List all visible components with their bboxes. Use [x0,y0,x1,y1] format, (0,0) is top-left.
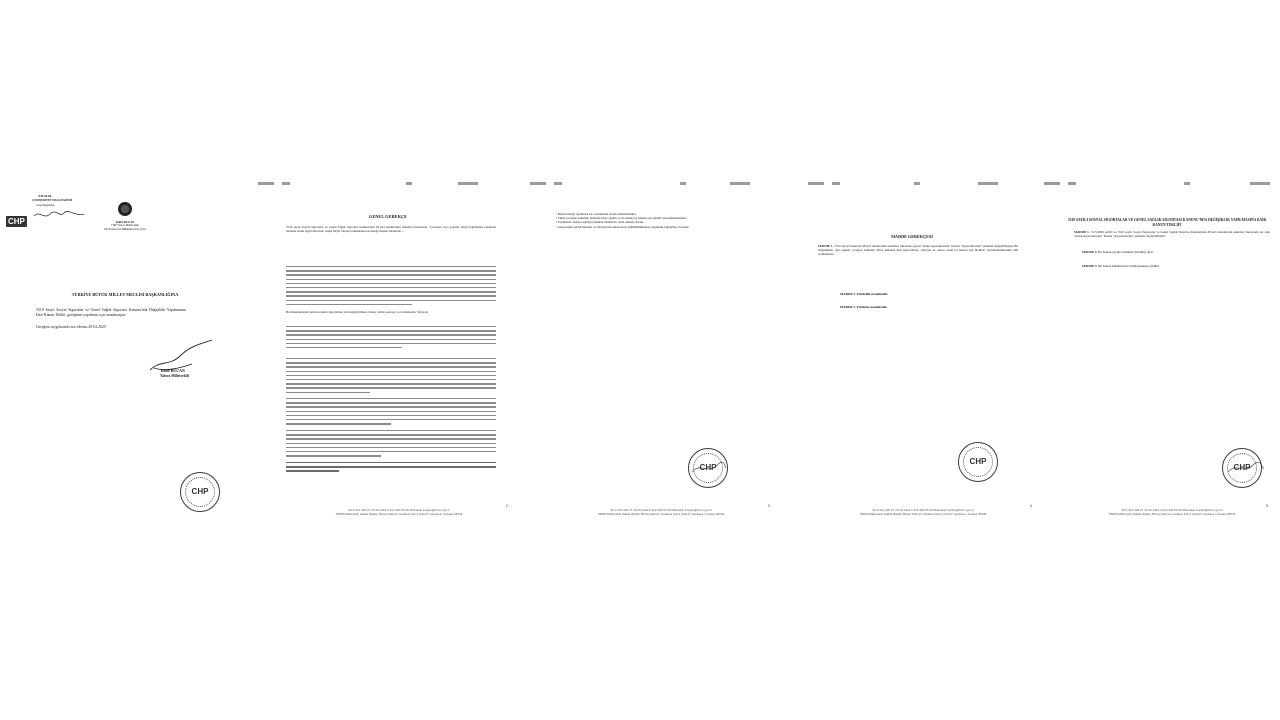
stamp-line: CUMHURİYET HALK PARTİSİ [32,199,73,202]
article-1 [1074,230,1270,238]
article-text: 5510 sayılı Kanun'un 28 inci maddesinin sekizinci fıkrasında geçen "kadın sigortalılardan" ibaresi "sigortalılardan" şeklinde değiştirilmiştir. Bu değişiklikle, ağır engelli çocuğun bakımını fiilen üstlenen tüm sigortalılara, cinsiyeti ne olursa olsun bu haktan eşit biçimde yararlanabilmesinin önü açılmaktadır. [818,244,1019,257]
header-marks [258,182,520,188]
stamp-signature-scribble [32,208,92,222]
bullet-text: Bakım emeği toplumsal bir sorumluluk olarak tanınmamakta, [557,212,637,216]
seal-mark: CHP [969,457,987,466]
page-footer [308,508,490,516]
body-text-block [286,430,496,459]
sender-name: Tekin BUCAN [115,220,135,224]
bill-heading: 5510 SAYILI SOSYAL SİGORTALAR VE GENEL SAĞLIK SİGORTASI KANUNU'NDA DEĞİŞİKLİK YAPILMASINA DAİR KANUN TEKLİFİ [1067,218,1267,227]
section-heading: GENEL GEREKÇE [368,214,408,219]
article-3-rationale: MADDE 3-Yürütme maddesidir. [840,305,888,309]
body-text-block [286,266,496,308]
page-cover-letter [0,188,258,530]
page-number: 5 [1265,503,1268,508]
footer-address: TBMM Milletvekili Halkla İlişkiler Binası Dikmen Caddesi Kat:3 Oda:27 Çankaya / Ankara 06543 [335,512,463,516]
party-seal [180,472,220,512]
page-footer [1084,508,1260,516]
bullet-item: • Bakım emeği toplumsal bir sorumluluk olarak tanınmamakta, [556,212,637,216]
page-number: 2 [505,503,508,508]
seal-signature-scribble [1226,460,1266,480]
page-footer [832,508,1014,516]
article-text: Bu Kanun hükümlerini Cumhurbaşkanı yürütür. [1098,264,1160,268]
page-general-rationale [258,180,520,522]
sender-subtitle: KEİ Komisyonu Hükümetlerarası Üyesi [104,228,146,231]
footer-contact: Tel:0 312 420 27 15-16 Faks:0 312 420 69 40 Mail:tekin.bucan@tbmm.gov.tr [610,508,712,512]
body-text-block [286,462,496,475]
section-heading: MADDE GEREKÇESİ [891,234,933,239]
seal-mark: CHP [1233,463,1251,472]
signer-name: Tekin BUCAN [160,368,185,373]
letter-closing: Gereğini saygılarımla arz ederim.29.04.2025 [36,325,106,329]
article-text: 31/5/2006 tarihli ve 5510 sayılı Sosyal Sigortalar ve Genel Sağlık Sigortası Kanunu'nun 28 inci maddesinin sekizinci fıkrasında yer alan "kadın sigortalılardan" ibaresi "sigortalılardan" şeklinde değiştirilmiştir. [1074,230,1271,239]
page-bill-text [1044,180,1280,522]
page-footer [570,508,752,516]
bullet-text: Fiilen çocuğun bakımını üstlenen birey (kadın ya da erkek) bu haktan eşit şekilde yararlanamamakta, [557,216,687,221]
page-rationale-continued [520,180,782,522]
article-3 [1082,264,1272,269]
sender-title: CHP Yalova Milletvekili [111,224,139,227]
quote-paragraph: Bu düzenlemenin yalnızca kadın sigortalıları için değiştirilmesi, birkaç cümle sonraya yol açmaktadır. Şöyle ki: [286,310,429,314]
bullet-list [556,212,756,229]
footer-address: TBMM Milletvekili Halkla İlişkiler Binası Dikmen Caddesi Kat:3 Oda:27 Çankaya / Ankara 06543 [597,512,725,516]
bullet-item: • Toplumsal cinsiyet eşitliği yönünde önemli bir adım atılmış olacak, [556,220,644,225]
bullet-text: Toplumsal cinsiyet eşitliği yönünde önemli bir adım atılmış olacak, [557,220,644,225]
footer-address: TBMM Milletvekili Halkla İlişkiler Binası Dikmen Caddesi Kat:3 Oda:27 Çankaya / Ankara 06543 [859,512,987,516]
stamp-line: T.B.M.M. [38,194,53,198]
footer-contact: Tel:0 312 420 27 15-16 Faks:0 312 420 69 40 Mail:tekin.bucan@tbmm.gov.tr [872,508,974,512]
article-label: MADDE 1- [1074,230,1090,234]
article-label: MADDE 3- [1082,264,1098,268]
bullet-text: Anayasanın eşitlik ilkesine ve Türkiye'nin uluslararası yükümlülüklerine uygunluk sağlanmış olacaktır. [557,224,690,229]
article-label: MADDE 1- [818,244,834,248]
document-strip [0,180,1280,525]
letter-body: 5510 Sayılı Sosyal Sigortalar ve Genel Sağlık Sigortası Kanunu'nda Değişiklik Yapılmasına Dair Kanun Teklifi, gereğinin yapılması için sunulmuştur. [36,308,186,318]
party-seal [958,442,998,482]
header-marks [520,182,782,188]
page-article-rationale [782,180,1044,522]
signer-title: Yalova Milletvekili [160,374,189,378]
recipient-heading: TÜRKİYE BÜYÜK MİLLET MECLİSİ BAŞKANLIĞINA [71,292,179,297]
footer-contact: Tel:0 312 420 27 15-16 Faks:0 312 420 69 40 Mail:tekin.bucan@tbmm.gov.tr [348,508,450,512]
incoming-stamp [22,194,92,224]
article-2-rationale: MADDE 2-Yürürlük maddesidir. [840,292,889,296]
article-2 [1082,250,1272,255]
stamp-line: Grup Başkanlığı [36,204,55,207]
header-marks [1044,182,1280,188]
article-text: Bu Kanun yayımı tarihinde yürürlüğe girer. [1098,250,1154,254]
article-1-rationale [818,244,1018,257]
party-logo: CHP [8,217,25,226]
seal-mark: CHP [699,463,717,472]
footer-contact: Tel:0 312 420 27 15-16 Faks:0 312 420 69 40 Mail:tekin.bucan@tbmm.gov.tr [1121,508,1223,512]
intro-paragraph: 5510 sayılı Sosyal Sigortalar ve Genel Sağlık Sigortası Kanunu'nun 28 inci maddesinin sekizinci fıkrasında, "Çalışılan veya yaşlılık aylığı bağlanması talebinde bulunan kadın sigortalılardan, başka hiçbir talepte bulunmaksızın erkeğe hizmet süresinde ... [286,225,496,234]
parliament-emblem-logo [118,202,132,216]
bullet-item: • Anayasanın eşitlik ilkesine ve Türkiye'nin uluslararası yükümlülüklerine uygunluk sağlanmış olacaktır. [556,224,690,229]
footer-address: TBMM Milletvekili Halkla İlişkiler Binası Dikmen Caddesi Kat:3 Oda:27 Çankaya / Ankara 06543 [1108,512,1236,516]
body-text-block [286,358,496,396]
seal-mark: CHP [191,487,209,496]
body-text-block [286,326,496,351]
article-label: MADDE 2- [1082,250,1098,254]
seal-signature-scribble [688,458,728,478]
page-number: 4 [1029,503,1032,508]
page-number: 3 [767,503,770,508]
header-marks [782,182,1044,188]
bullet-item: • Fiilen çocuğun bakımını üstlenen birey (kadın ya da erkek) bu haktan eşit şekilde yararlanamamakta, [556,216,687,221]
body-text-block [286,398,496,427]
